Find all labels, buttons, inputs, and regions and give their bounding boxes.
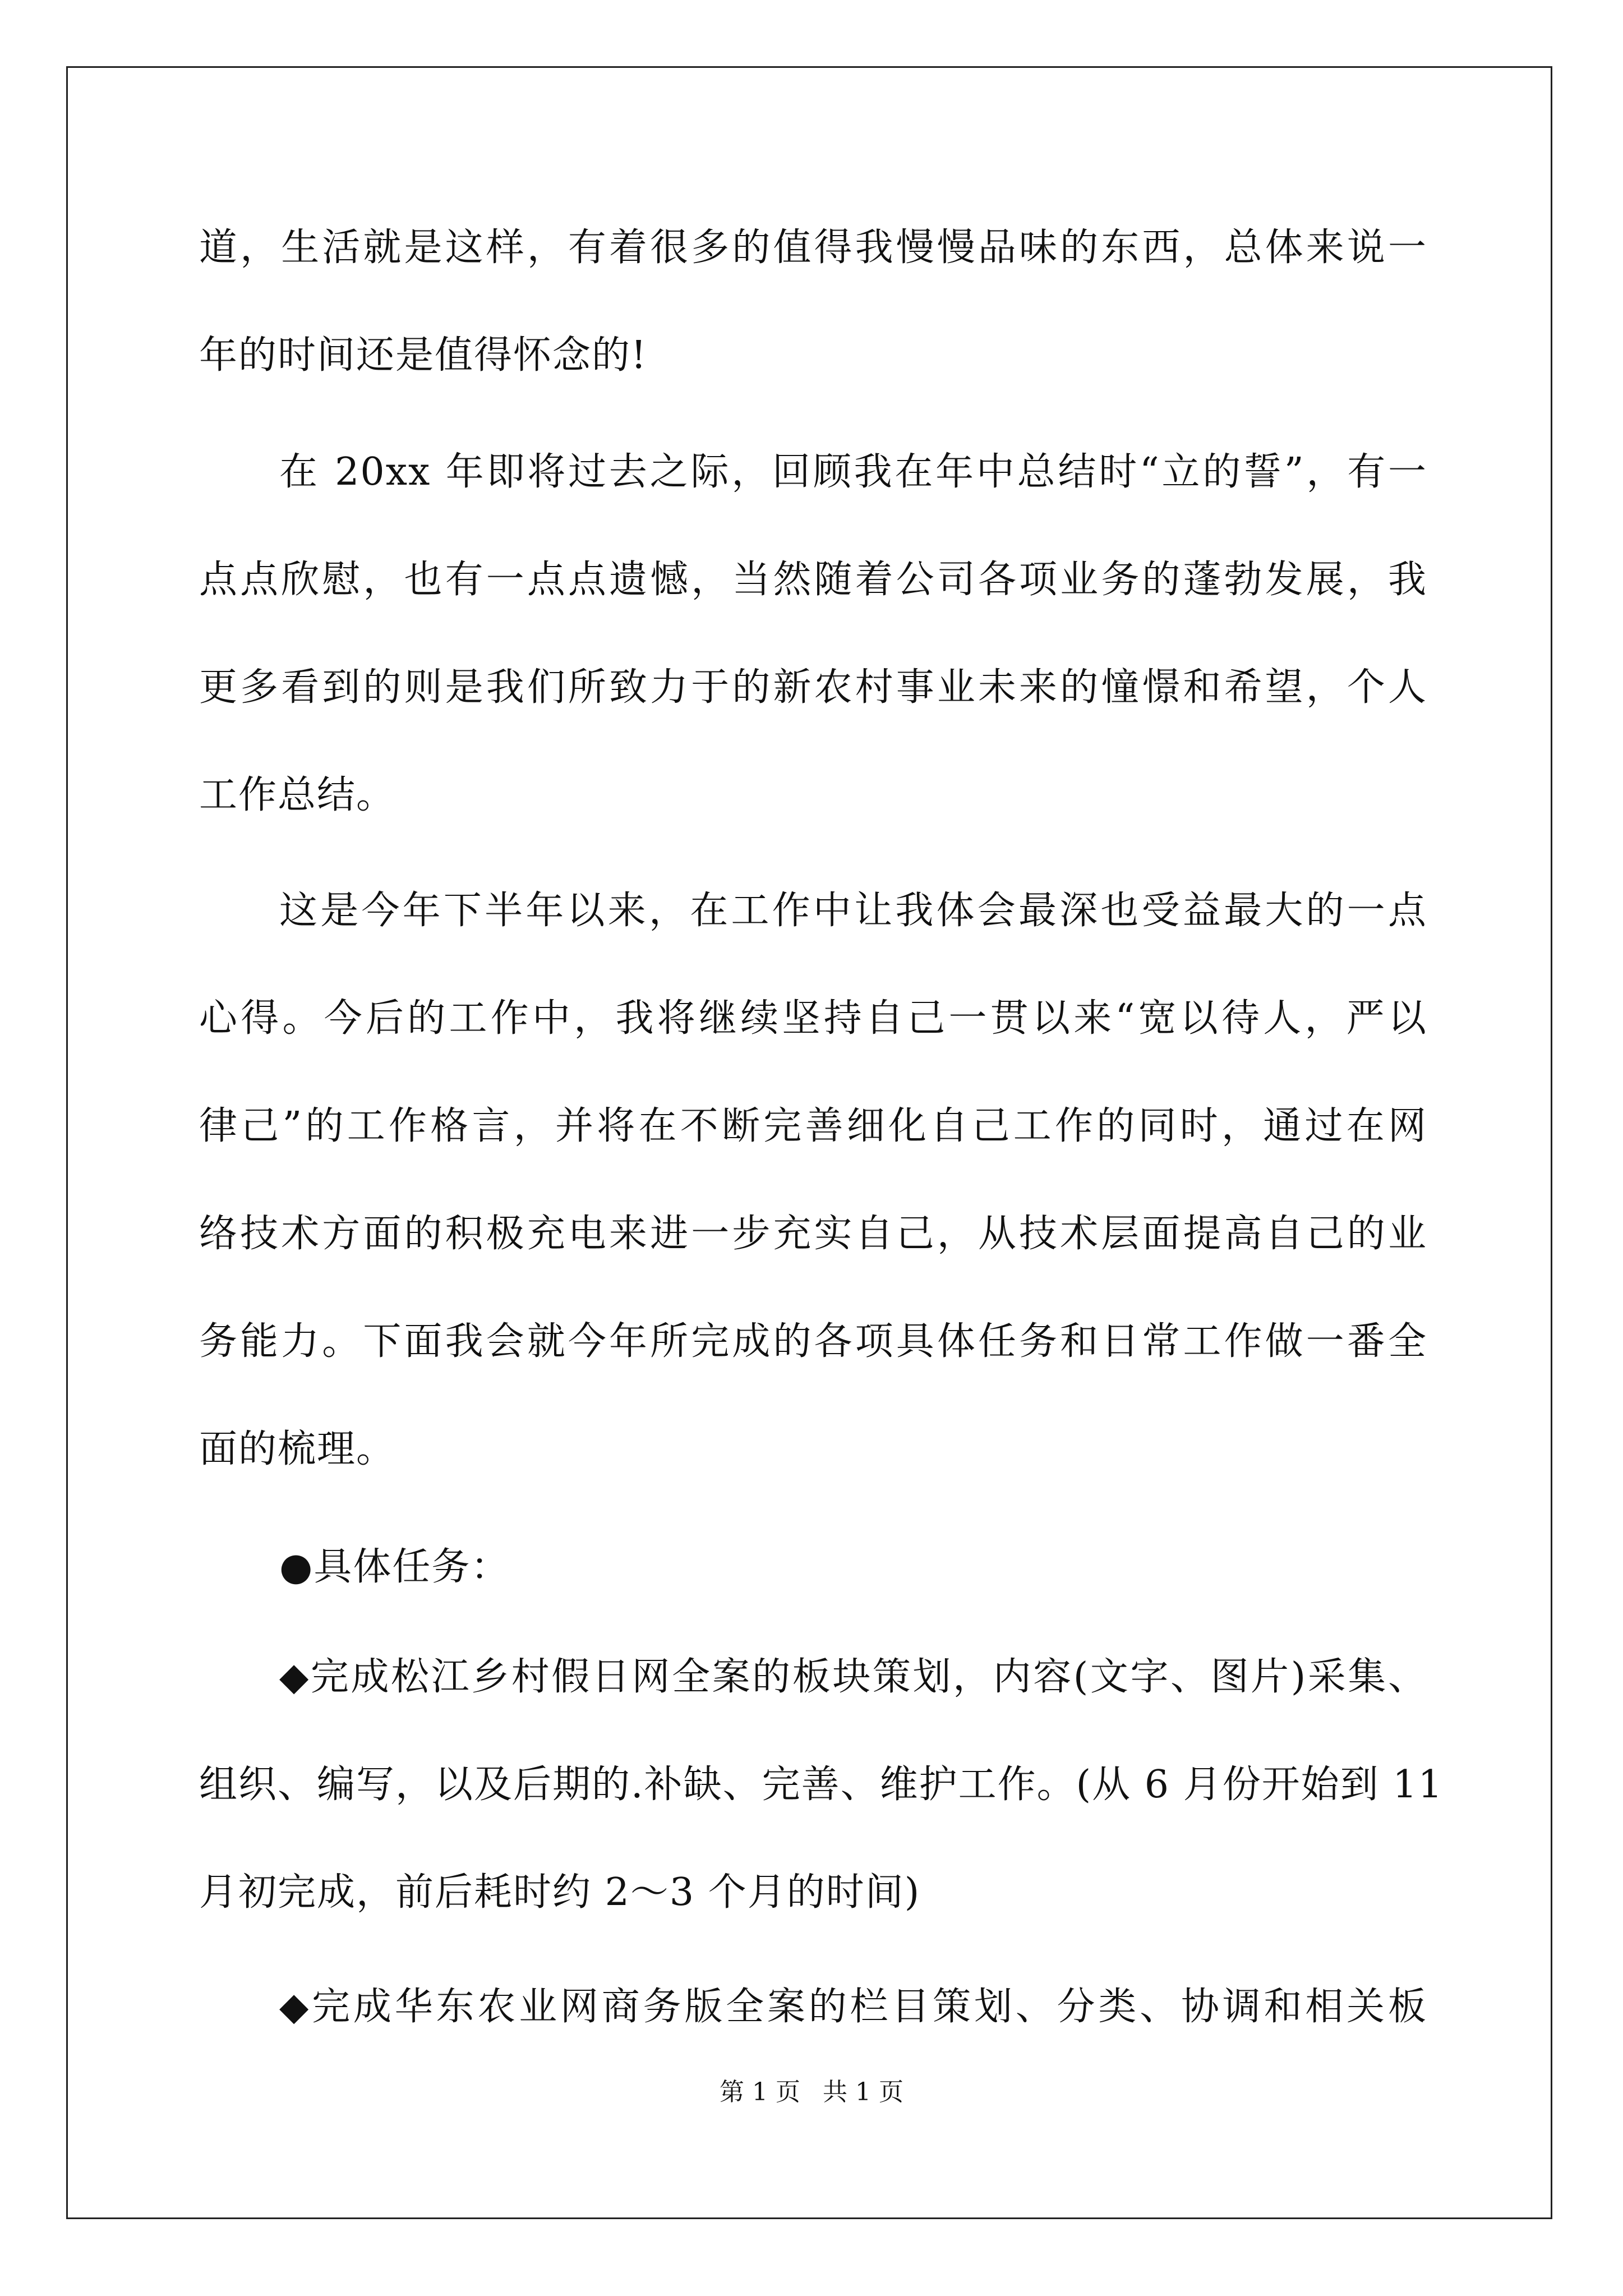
text-line: 面的梳理。 (199, 1427, 396, 1471)
text-line: 更多看到的则是我们所致力于的新农村事业未来的憧憬和希望，个人 (199, 665, 1427, 710)
page-number: 第 1 页 (720, 2078, 800, 2106)
list-item-line: ◆完成华东农业网商务版全案的栏目策划、分类、协调和相关板 (279, 1985, 1427, 2029)
text-line: 心得。今后的工作中，我将继续坚持自己一贯以来“宽以待人，严以 (199, 996, 1427, 1041)
paragraph-start-line: 在 20xx 年即将过去之际，回顾我在年中总结时“立的誓”，有一 (279, 450, 1427, 494)
page-total: 共 1 页 (823, 2078, 903, 2106)
text-line: 务能力。下面我会就今年所完成的各项具体任务和日常工作做一番全 (199, 1319, 1427, 1364)
text-line: 道，生活就是这样，有着很多的值得我慢慢品味的东西，总体来说一 (199, 226, 1427, 270)
text-line: 律己”的工作格言，并将在不断完善细化自己工作的同时，通过在网 (199, 1104, 1427, 1148)
section-heading: ●具体任务： (279, 1545, 510, 1589)
text-line: 工作总结。 (199, 773, 396, 817)
text-line: 组织、编写，以及后期的.补缺、完善、维护工作。(从 6 月份开始到 11 (199, 1763, 1444, 1807)
text-line: 月初完成，前后耗时约 2～3 个月的时间) (199, 1870, 921, 1915)
text-line: 年的时间还是值得怀念的! (199, 333, 648, 378)
list-item-line: ◆完成松江乡村假日网全案的板块策划，内容(文字、图片)采集、 (279, 1655, 1427, 1699)
page-footer (0, 2076, 1623, 2109)
text-line: 点点欣慰，也有一点点遗憾，当然随着公司各项业务的蓬勃发展，我 (199, 558, 1427, 602)
paragraph-start-line: 这是今年下半年以来，在工作中让我体会最深也受益最大的一点 (279, 889, 1427, 933)
text-line: 络技术方面的积极充电来进一步充实自己，从技术层面提高自己的业 (199, 1212, 1427, 1256)
